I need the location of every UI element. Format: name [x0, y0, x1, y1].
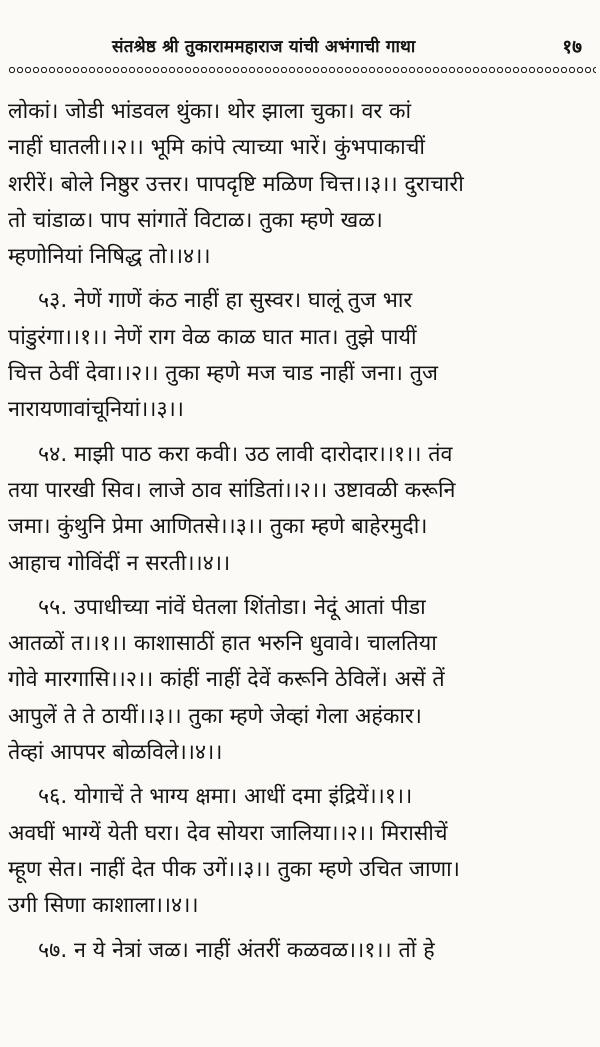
abhang-text: [8, 94, 594, 969]
text-line: अवघीं भाग्यें येती घरा। देव सोयरा जालिया।।२।। मिरासीचें: [8, 820, 448, 846]
text-line: म्हणोनियां निषिद्ध तो।।४।।: [8, 244, 211, 270]
text-line: जमा। कुंथुनि प्रेमा आणितसे।।३।। तुका म्हणे बाहेरमुदी।: [8, 514, 428, 540]
text-line-verse-53: [8, 283, 594, 319]
stanza-separator: [8, 275, 594, 283]
verse-55-text: ५५. उपाधीच्या नांवें घेतला शिंतोडा। नेदूं आतां पीडा: [38, 594, 426, 620]
running-title: संतश्रेष्ठ श्री तुकाराममहाराज यांची अभंगाची गाथा: [112, 37, 416, 57]
stanza-separator: [8, 429, 594, 437]
stanza-separator: [8, 925, 594, 933]
text-line: चित्त ठेवीं देवा।।२।। तुका म्हणे मज चाड नाहीं जना। तुज: [8, 361, 438, 387]
text-line: लोकां। जोडी भांडवल थुंका। थोर झाला चुका। वर कां: [8, 99, 412, 124]
stanza-separator: [8, 771, 594, 779]
verse-54-text: ५४. माझी पाठ करा कवी। उठ लावी दारोदार।।१।। तंव: [38, 441, 453, 467]
verse-56-text: ५६. योगाचें ते भाग्य क्षमा। आधीं दमा इंद्रियें।।१।।: [38, 784, 413, 810]
text-line-verse-54: [8, 437, 594, 473]
text-line: आतळों त।।१।। काशासाठीं हात भरुनि धुवावे। चालतिया: [8, 631, 437, 657]
verse-53-text: ५३. नेणें गाणें कंठ नाहीं हा सुस्वर। घालूं तुज भार: [38, 288, 413, 314]
text-line-verse-56: [8, 779, 594, 815]
text-line: तेव्हां आपपर बोळविले।।४।।: [8, 740, 223, 766]
text-line: गोवे मारगासि।।२।। कांहीं नाहीं देवें करूनि ठेविलें। असें तें: [8, 667, 445, 693]
text-line: उगी सिणा काशाला।।४।।: [8, 893, 199, 919]
text-line: आहाच गोविंदीं न सरती।।४।।: [8, 550, 231, 576]
text-line: तो चांडाळ। पाप सांगातें विटाळ। तुका म्हणे खळ।: [8, 207, 383, 233]
decorative-border-rule: [8, 66, 596, 76]
text-line: शरीरें। बोले निष्ठुर उत्तर। पापदृष्टि मळिण चित्त।।३।। दुराचारी: [8, 171, 464, 197]
text-line: तया पारखी सिव। लाजे ठाव सांडितां।।२।। उष्टावळी करूनि: [8, 477, 456, 503]
text-line: नारायणावांचूनियां।।३।।: [8, 397, 184, 423]
text-line-verse-55: [8, 590, 594, 626]
text-line: नाहीं घातली।।२।। भूमि कांपे त्याच्या भारें। कुंभपाकाचीं: [8, 135, 425, 161]
page-header: [0, 0, 600, 58]
text-line: म्हूण सेत। नाहीं देत पीक उगें।।३।। तुका म्हणे उचित जाणा।: [8, 856, 460, 882]
page-number: १७: [562, 36, 582, 58]
text-line: पांडुरंगा।।१।। नेणें राग वेळ काळ घात मात। तुझे पायीं: [8, 324, 417, 350]
text-line-verse-57: [8, 933, 594, 969]
stanza-separator: [8, 582, 594, 590]
verse-57-text: ५७. न ये नेत्रां जळ। नाहीं अंतरीं कळवळ।।१।। तों हे: [38, 937, 435, 963]
text-line: आपुलें ते ते ठायीं।।३।। तुका म्हणे जेव्हां गेला अहंकार।: [8, 703, 422, 729]
